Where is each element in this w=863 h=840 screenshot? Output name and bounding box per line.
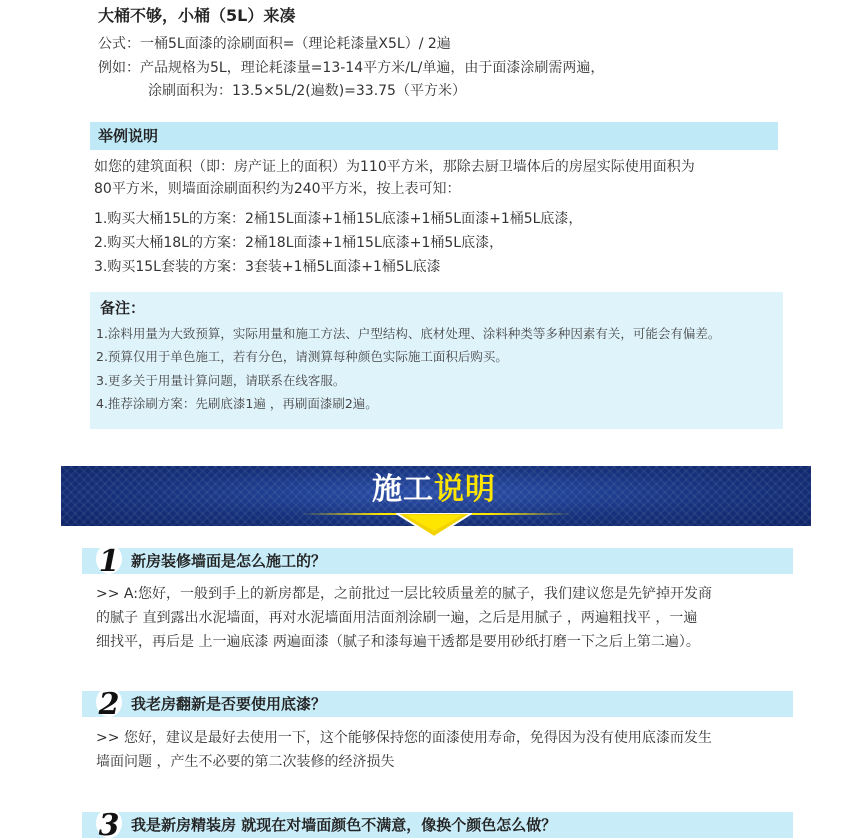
number-three-icon — [94, 805, 124, 840]
example-section-header — [90, 122, 778, 150]
faq-answer-2-line1: >> 您好，建议是最好去使用一下，这个能够保持您的面漆使用寿命，免得因为没有使用底漆而发生 — [96, 730, 712, 746]
banner-title-part1: 施工 — [372, 472, 434, 507]
small-bucket-title: 大桶不够，小桶（5L）来凑 — [98, 6, 296, 25]
faq-answer-1-line3: 细找平，再后是 上一遍底漆 两遍面漆（腻子和漆每遍干透都是要用砂纸打磨一下之后上第二遍）。 — [96, 634, 700, 650]
banner-title-part2: 说明 — [434, 472, 496, 507]
faq-question-1: 新房装修墙面是怎么施工的？ — [131, 552, 327, 570]
note-item-3: 3.更多关于用量计算问题，请联系在线客服。 — [96, 373, 346, 388]
notes-title: 备注： — [100, 299, 146, 317]
plan-item-2: 2.购买大桶18L的方案：2桶18L面漆+1桶15L底漆+1桶5L底漆， — [94, 235, 504, 251]
faq-number-badge-3 — [94, 805, 124, 840]
faq-number-badge-2 — [94, 684, 124, 720]
example-text-line2: 涂刷面积为：13.5×5L/2(遍数)=33.75（平方米） — [148, 83, 466, 99]
faq-answer-1-line1: >> A:您好，一般到手上的新房都是，之前批过一层比较质量差的腻子，我们建议您是先铲掉开发商 — [96, 586, 712, 602]
number-two-icon — [94, 684, 124, 720]
faq-answer-2-line2: 墙面问题 ，产生不必要的第二次装修的经济损失 — [96, 754, 395, 770]
formula-text: 公式：一桶5L面漆的涂刷面积=（理论耗漆量X5L）/ 2遍 — [98, 36, 451, 52]
plan-item-1: 1.购买大桶15L的方案：2桶15L面漆+1桶15L底漆+1桶5L面漆+1桶5L底漆， — [94, 211, 583, 227]
number-one-icon — [94, 541, 124, 577]
svg-text:1: 1 — [98, 544, 120, 577]
svg-text:2: 2 — [98, 687, 120, 720]
note-item-4: 4.推荐涂刷方案：先刷底漆1遍 ，再刷面漆刷2遍。 — [96, 396, 378, 411]
faq-answer-1-line2: 的腻子 直到露出水泥墙面，再对水泥墙面用洁面剂涂刷一遍，之后是用腻子 ，两遍粗找平 ，一遍 — [96, 610, 698, 626]
faq-number-badge-1 — [94, 541, 124, 577]
svg-text:3: 3 — [98, 808, 120, 840]
note-item-2: 2.预算仅用于单色施工，若有分色，请测算每种颜色实际施工面积后购买。 — [96, 349, 508, 364]
faq-question-3: 我是新房精装房 就现在对墙面颜色不满意，像换个颜色怎么做？ — [131, 816, 557, 834]
banner-arrow-icon — [396, 513, 472, 539]
example-desc-line1: 如您的建筑面积（即：房产证上的面积）为110平方米，那除去厨卫墙体后的房屋实际使用面积为 — [94, 159, 695, 175]
faq-question-2: 我老房翻新是否要使用底漆？ — [131, 695, 327, 713]
plan-item-3: 3.购买15L套装的方案：3套装+1桶5L面漆+1桶5L底漆 — [94, 259, 441, 275]
example-section-title: 举例说明 — [98, 127, 159, 145]
note-item-1: 1.涂料用量为大致预算，实际用量和施工方法、户型结构、底材处理、涂料种类等多种因素有关，可能会有偏差。 — [96, 326, 721, 341]
example-desc-line2: 80平方米，则墙面涂刷面积约为240平方米，按上表可知： — [94, 181, 461, 197]
banner-title — [372, 470, 496, 510]
example-text-line1: 例如：产品规格为5L，理论耗漆量=13-14平方米/L/单遍，由于面漆涂刷需两遍， — [98, 60, 605, 76]
